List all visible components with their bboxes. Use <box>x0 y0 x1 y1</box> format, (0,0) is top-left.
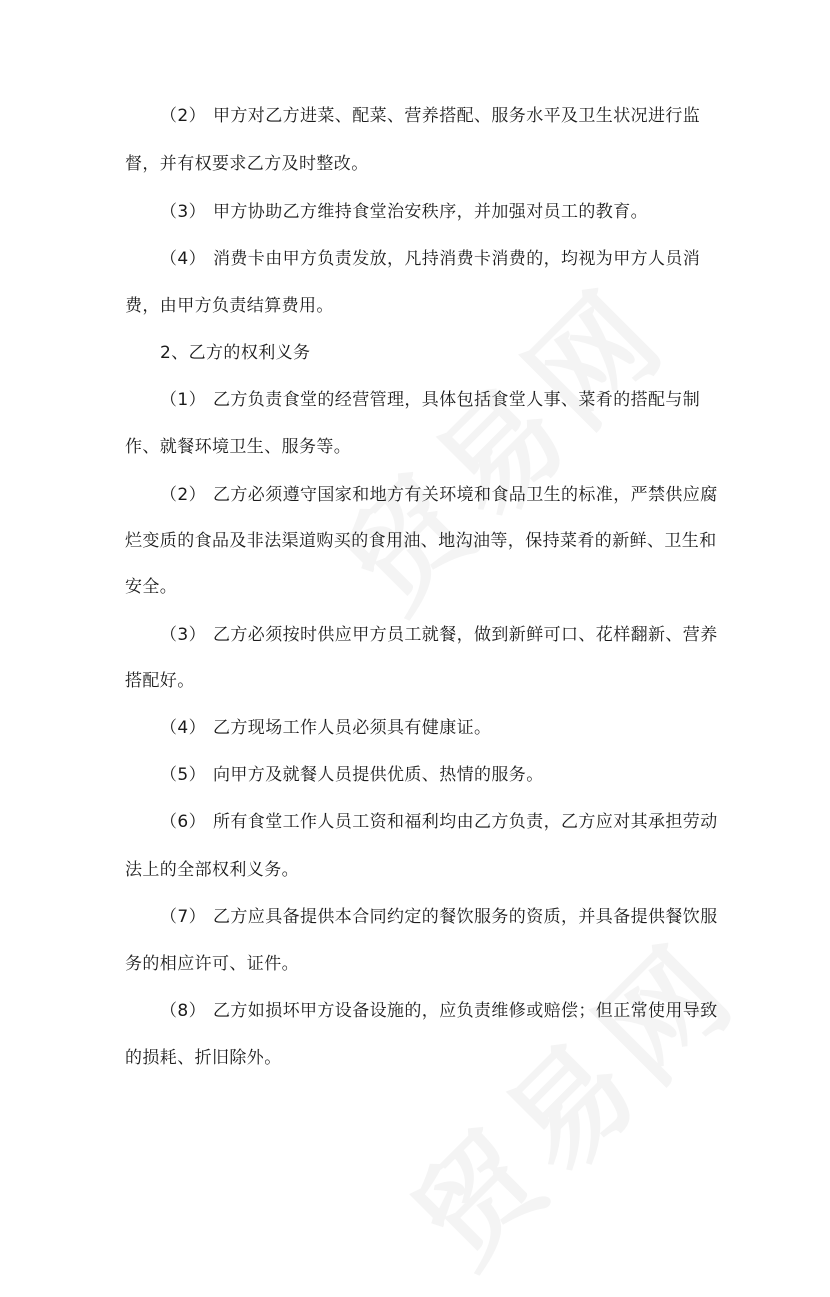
paragraph-text: 安全。 <box>125 577 178 597</box>
paragraph-text: 甲方协助乙方维持食堂治安秩序，并加强对员工的教育。 <box>213 202 648 222</box>
paragraph-text: 督，并有权要求乙方及时整改。 <box>125 154 369 174</box>
item-number: （2） <box>160 485 207 505</box>
paragraph-text: 搭配好。 <box>125 671 195 691</box>
item-number: （2） <box>160 106 207 126</box>
paragraph-text: 作、就餐环境卫生、服务等。 <box>125 437 352 457</box>
item-number: （5） <box>160 765 207 785</box>
paragraph-text: 乙方负责食堂的经营管理，具体包括食堂人事、菜肴的搭配与制 <box>213 390 701 410</box>
paragraph-text: 的损耗、折旧除外。 <box>125 1048 282 1068</box>
paragraph-text: 乙方如损坏甲方设备设施的，应负责维修或赔偿；但正常使用导致 <box>213 1001 718 1021</box>
item-number: （3） <box>160 625 207 645</box>
paragraph-text: 消费卡由甲方负责发放，凡持消费卡消费的，均视为甲方人员消 <box>213 249 701 269</box>
paragraph-text: 务的相应许可、证件。 <box>125 954 299 974</box>
section-heading-text: 2、乙方的权利义务 <box>160 343 311 363</box>
paragraph-text: 向甲方及就餐人员提供优质、热情的服务。 <box>213 765 544 785</box>
item-number: （3） <box>160 202 207 222</box>
watermark-2 <box>370 899 767 1296</box>
item-number: （8） <box>160 1001 207 1021</box>
paragraph-text: 烂变质的食品及非法渠道购买的食用油、地沟油等，保持菜肴的新鲜、卫生和 <box>125 531 717 551</box>
paragraph-text: 甲方对乙方进菜、配菜、营养搭配、服务水平及卫生状况进行监 <box>213 106 701 126</box>
watermark-1 <box>300 244 697 641</box>
item-number: （1） <box>160 390 207 410</box>
paragraph-text: 乙方应具备提供本合同约定的餐饮服务的资质，并具备提供餐饮服 <box>213 907 718 927</box>
item-number: （7） <box>160 907 207 927</box>
paragraph-text: 乙方必须遵守国家和地方有关环境和食品卫生的标准，严禁供应腐 <box>213 485 718 505</box>
item-number: （4） <box>160 249 207 269</box>
item-number: （6） <box>160 812 207 832</box>
paragraph-text: 乙方现场工作人员必须具有健康证。 <box>213 718 492 738</box>
item-number: （4） <box>160 718 207 738</box>
paragraph-text: 乙方必须按时供应甲方员工就餐，做到新鲜可口、花样翻新、营养 <box>213 625 718 645</box>
paragraph-text: 法上的全部权利义务。 <box>125 860 299 880</box>
paragraph-text: 费，由甲方负责结算费用。 <box>125 296 334 316</box>
paragraph-text: 所有食堂工作人员工资和福利均由乙方负责，乙方应对其承担劳动 <box>213 812 718 832</box>
